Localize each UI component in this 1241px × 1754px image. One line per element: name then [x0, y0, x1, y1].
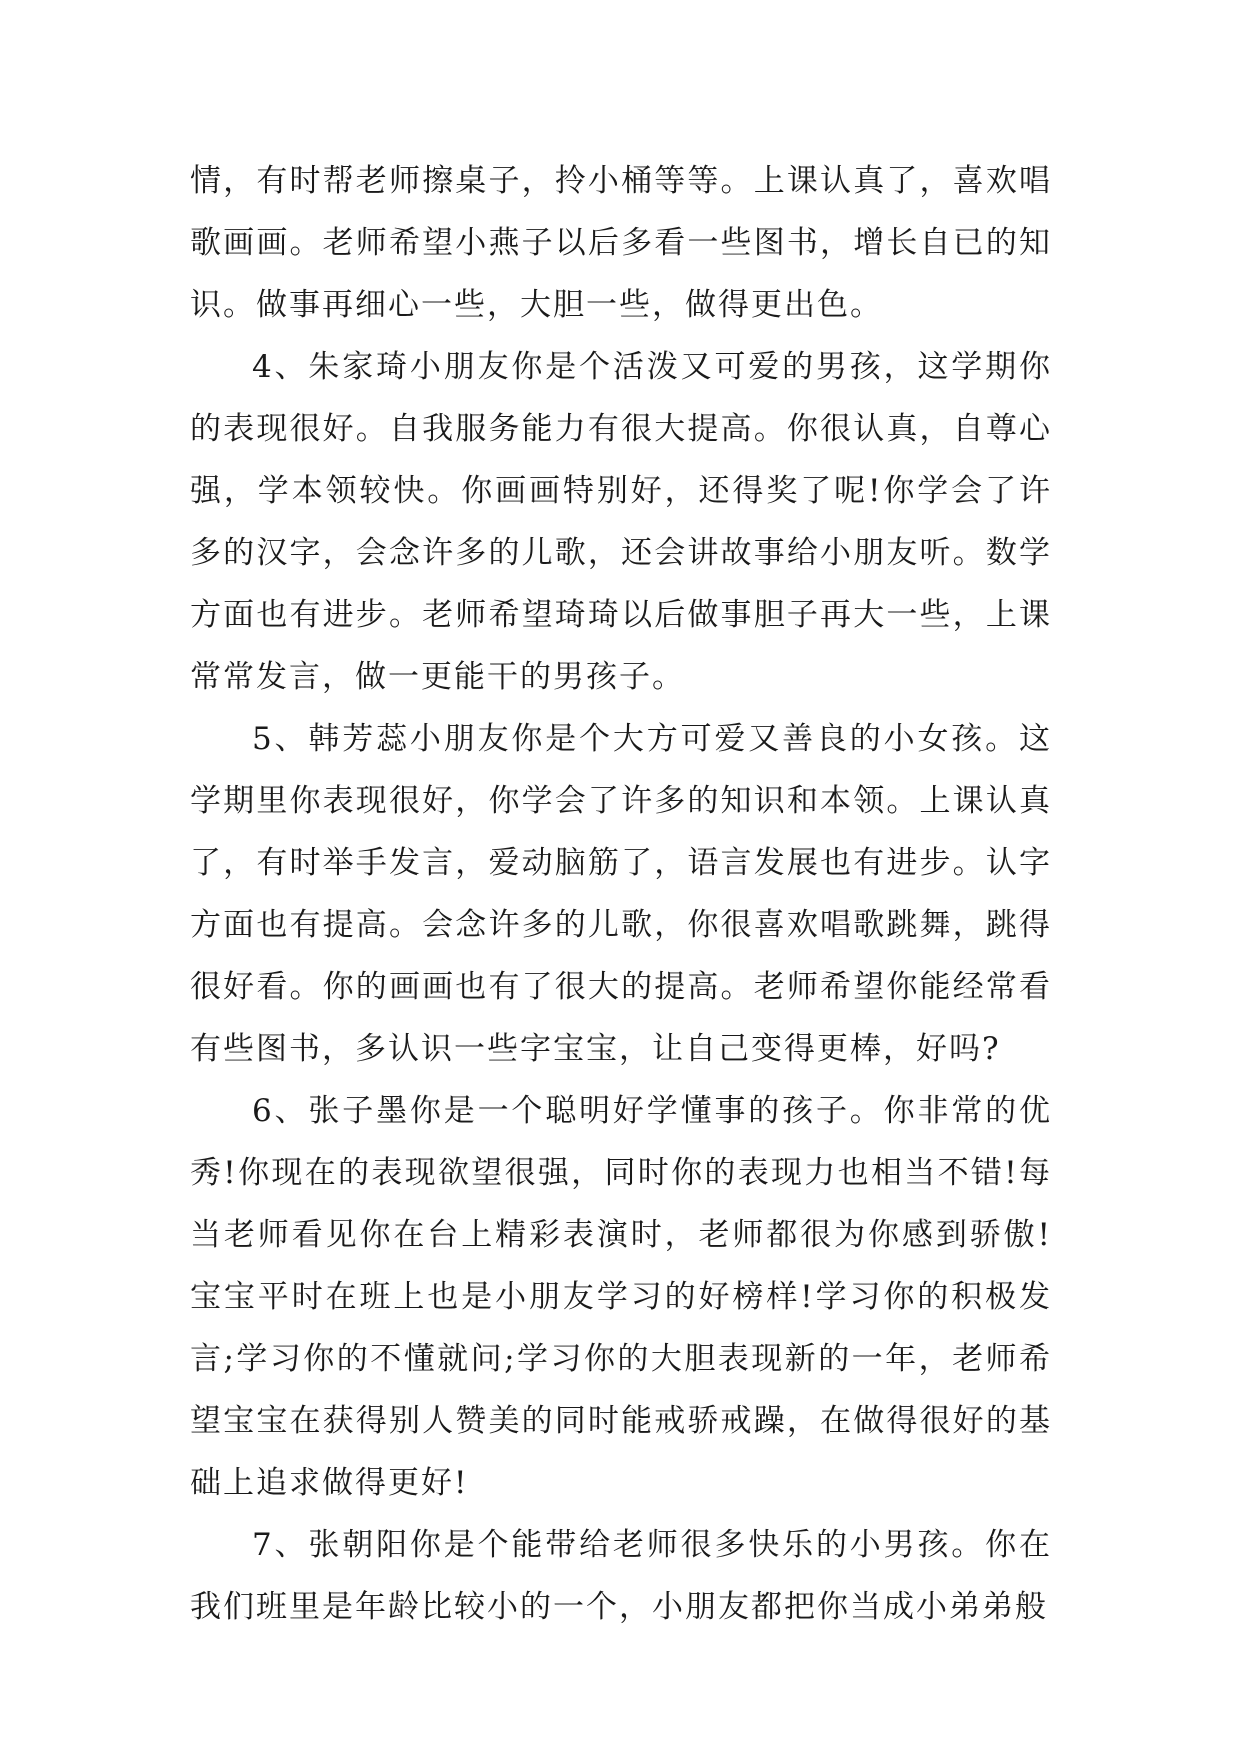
paragraph-item-7: 7、张朝阳你是个能带给老师很多快乐的小男孩。你在我们班里是年龄比较小的一个，小朋友都把你当成小弟弟般 — [190, 1527, 1052, 1625]
document-body — [190, 150, 1052, 1638]
paragraph-continuation: 情，有时帮老师擦桌子，拎小桶等等。上课认真了，喜欢唱歌画画。老师希望小燕子以后多看一些图书，增长自已的知识。做事再细心一些，大胆一些，做得更出色。 — [190, 163, 1052, 323]
paragraph-item-6: 6、张子墨你是一个聪明好学懂事的孩子。你非常的优秀!你现在的表现欲望很强，同时你的表现力也相当不错!每当老师看见你在台上精彩表演时，老师都很为你感到骄傲!宝宝平时在班上也是小朋友学习的好榜样!学习你的积极发言;学习你的不懂就问;学习你的大胆表现新的一年，老师希望宝宝在获得别人赞美的同时能戒骄戒躁，在做得很好的基础上追求做得更好! — [190, 1093, 1052, 1501]
paragraph-item-4: 4、朱家琦小朋友你是个活泼又可爱的男孩，这学期你的表现很好。自我服务能力有很大提高。你很认真，自尊心强，学本领较快。你画画特别好，还得奖了呢!你学会了许多的汉字，会念许多的儿歌，还会讲故事给小朋友听。数学方面也有进步。老师希望琦琦以后做事胆子再大一些，上课常常发言，做一更能干的男孩子。 — [190, 349, 1052, 695]
paragraph-item-5: 5、韩芳蕊小朋友你是个大方可爱又善良的小女孩。这学期里你表现很好，你学会了许多的知识和本领。上课认真了，有时举手发言，爱动脑筋了，语言发展也有进步。认字方面也有提高。会念许多的儿歌，你很喜欢唱歌跳舞，跳得很好看。你的画画也有了很大的提高。老师希望你能经常看有些图书，多认识一些字宝宝，让自己变得更棒，好吗? — [190, 721, 1052, 1067]
